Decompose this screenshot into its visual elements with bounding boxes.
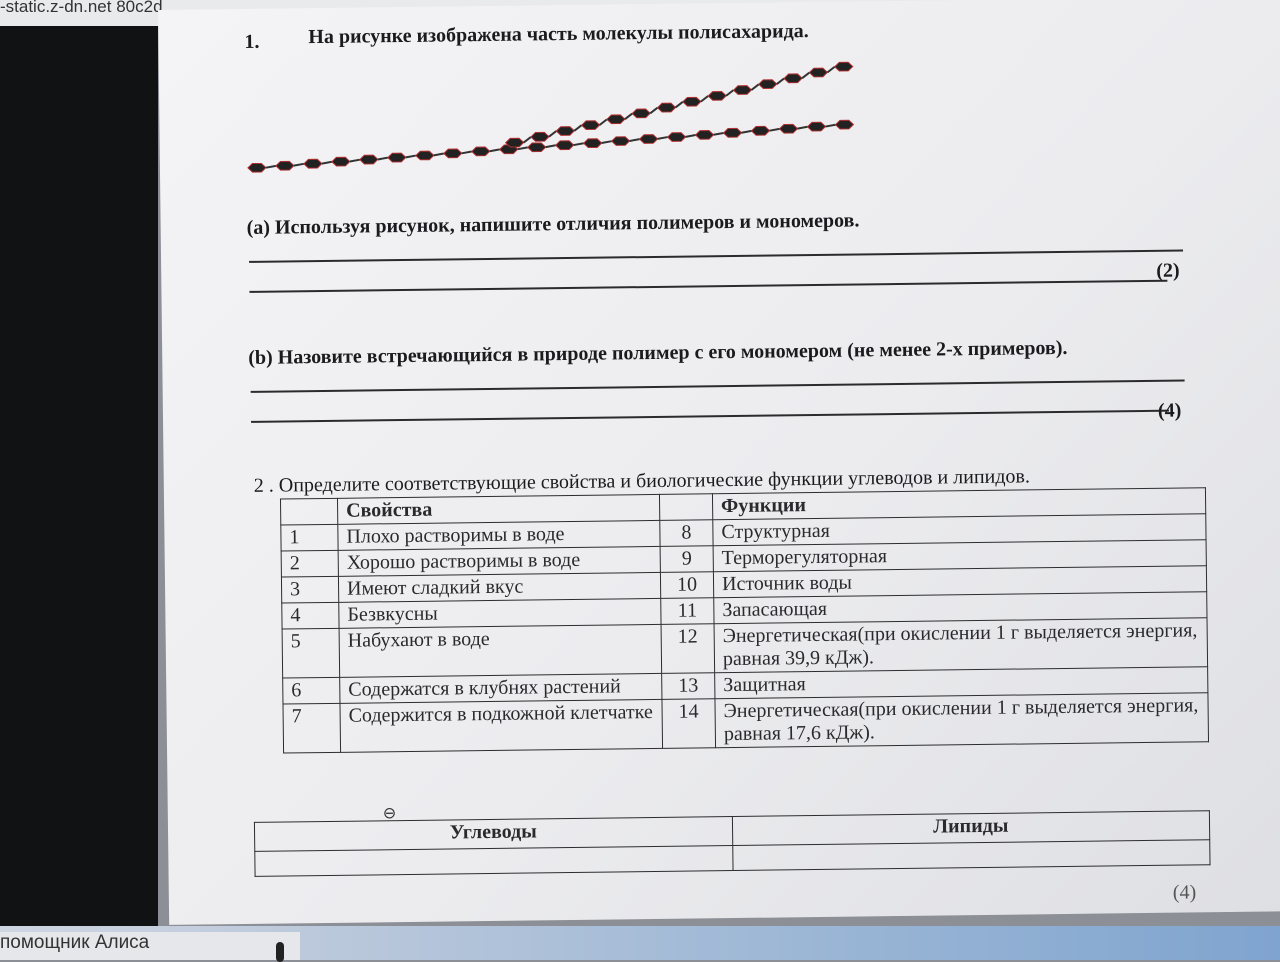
- left-dark-panel: [0, 26, 158, 926]
- glucose-unit: [248, 163, 266, 172]
- glucose-unit: [723, 128, 741, 137]
- assistant-label: помощник Алиса: [0, 932, 150, 953]
- property-text: Хорошо растворимы в воде: [338, 546, 660, 576]
- function-text: Энергетическая(при окислении 1 г выделяется энергия, равная 39,9 кДж).: [714, 618, 1208, 673]
- score-1b: (4): [1157, 399, 1182, 422]
- glucose-unit: [584, 139, 602, 148]
- property-number: 7: [283, 703, 341, 753]
- glucose-unit: [668, 133, 686, 142]
- function-number: 9: [660, 546, 713, 573]
- answer-line-1b-1[interactable]: [251, 379, 1185, 392]
- molecule-chain-lower: [247, 120, 853, 172]
- glycosidic-bond: [802, 73, 809, 79]
- glucose-unit: [612, 137, 630, 146]
- glycosidic-bond: [751, 84, 758, 90]
- assistant-search-box[interactable]: [0, 932, 300, 960]
- glucose-unit: [472, 147, 490, 156]
- glycosidic-bond: [546, 145, 556, 147]
- glucose-unit: [607, 115, 625, 124]
- glycosidic-bond: [827, 67, 834, 73]
- glycosidic-bond: [406, 156, 416, 158]
- function-text: Запасающая: [714, 592, 1207, 624]
- glycosidic-bond: [462, 151, 472, 153]
- answer-cell-lipids[interactable]: [732, 840, 1210, 871]
- glycosidic-bond: [378, 158, 388, 160]
- glycosidic-bond: [650, 108, 657, 114]
- glucose-unit: [528, 143, 546, 152]
- question-2-text: 2 . Определите соответствующие свойства и биологические функции углеводов и липидов.: [253, 465, 1031, 497]
- answer-line-1a-1[interactable]: [249, 249, 1183, 262]
- glycosidic-bond: [322, 162, 332, 164]
- table-row: [283, 693, 1209, 753]
- glycosidic-bond: [600, 119, 607, 125]
- function-text: Терморегуляторная: [713, 540, 1206, 572]
- property-number: 2: [281, 550, 338, 577]
- function-text: Источник воды: [713, 566, 1206, 598]
- taskbar: [0, 926, 1280, 960]
- glucose-unit: [444, 149, 462, 158]
- glycosidic-bond: [630, 139, 640, 141]
- glucose-unit: [657, 103, 675, 112]
- glucose-unit: [807, 122, 825, 131]
- function-number: 10: [660, 572, 713, 599]
- answer-table: [254, 810, 1211, 877]
- glycosidic-bond: [266, 166, 276, 168]
- glucose-unit: [556, 141, 574, 150]
- glycosidic-bond: [675, 102, 682, 108]
- function-number: 8: [660, 520, 713, 547]
- glucose-unit: [506, 138, 524, 147]
- glucose-unit: [388, 153, 406, 162]
- answer-line-1b-2[interactable]: [251, 410, 1169, 423]
- glucose-unit: [779, 124, 797, 133]
- glucose-unit: [733, 86, 751, 95]
- glucose-unit: [683, 97, 701, 106]
- glucose-unit: [556, 127, 574, 136]
- glycosidic-bond: [726, 90, 733, 96]
- glycosidic-bond: [574, 143, 584, 145]
- function-text: Защитная: [715, 667, 1208, 699]
- property-number: 1: [281, 524, 338, 551]
- property-text: Содержится в подкожной клетчатке: [340, 699, 663, 752]
- properties-functions-table: [280, 487, 1209, 753]
- glucose-unit: [809, 68, 827, 77]
- function-text: Энергетическая(при окислении 1 г выделяется энергия, равная 17,6 кДж).: [715, 693, 1209, 748]
- glycosidic-bond: [350, 160, 360, 162]
- property-text: Набухают в воде: [339, 624, 662, 677]
- glucose-unit: [531, 132, 549, 141]
- property-number: 4: [282, 602, 339, 629]
- answer-cell-carbohydrates[interactable]: [255, 846, 733, 877]
- glycosidic-bond: [701, 96, 708, 102]
- property-number: 6: [283, 677, 340, 704]
- glycosidic-bond: [602, 141, 612, 143]
- glucose-unit: [696, 130, 714, 139]
- glycosidic-bond: [825, 125, 835, 127]
- score-1a: (2): [1156, 259, 1180, 282]
- question-1-number: 1.: [244, 30, 260, 53]
- glycosidic-bond: [294, 164, 304, 166]
- glycosidic-bond: [769, 129, 779, 131]
- glucose-unit: [835, 62, 853, 71]
- glucose-unit: [304, 159, 322, 168]
- header-functions: Функции: [712, 488, 1205, 520]
- function-text: Структурная: [713, 514, 1206, 546]
- property-text: Имеют сладкий вкус: [338, 572, 660, 602]
- worksheet-page: [158, 0, 1280, 925]
- glucose-unit: [751, 126, 769, 135]
- property-text: Безвкусны: [339, 598, 661, 628]
- glycosidic-bond: [574, 125, 581, 131]
- function-number: 11: [661, 598, 714, 625]
- function-number: 14: [662, 699, 716, 749]
- property-number: 3: [281, 576, 338, 603]
- glucose-unit: [582, 121, 600, 130]
- glucose-unit: [416, 151, 434, 160]
- function-number: 13: [662, 673, 715, 700]
- glucose-unit: [784, 74, 802, 83]
- glycosidic-bond: [714, 133, 724, 135]
- glycosidic-bond: [742, 131, 752, 133]
- microphone-icon[interactable]: [276, 942, 284, 962]
- glucose-unit: [276, 161, 294, 170]
- header-properties: Свойства: [337, 494, 659, 524]
- question-1b-text: (b) Назовите встречающийся в природе полимер с его мономером (не менее 2-х примеров).: [248, 336, 1068, 369]
- glucose-unit: [759, 80, 777, 89]
- question-1a-text: (a) Используя рисунок, напишите отличия полимеров и мономеров.: [246, 209, 860, 239]
- glycosidic-bond: [777, 78, 784, 84]
- zoom-out-icon[interactable]: ⊖: [382, 803, 397, 823]
- header-lipids: Липиды: [732, 811, 1210, 846]
- glucose-unit: [360, 155, 378, 164]
- glycosidic-bond: [686, 135, 696, 137]
- glucose-unit: [708, 91, 726, 100]
- glycosidic-bond: [434, 154, 444, 156]
- glucose-unit: [632, 109, 650, 118]
- glucose-unit: [332, 157, 350, 166]
- glycosidic-bond: [549, 131, 556, 137]
- property-number: 5: [282, 628, 340, 678]
- glycosidic-bond: [658, 137, 668, 139]
- glycosidic-bond: [625, 114, 632, 120]
- glucose-unit: [640, 135, 658, 144]
- glycosidic-bond: [490, 149, 500, 151]
- property-text: Содержатся в клубнях растений: [340, 673, 662, 703]
- answer-line-1a-2[interactable]: [249, 280, 1167, 293]
- polysaccharide-molecule-image: [244, 56, 865, 184]
- function-number: 12: [661, 624, 715, 674]
- header-carbohydrates: Углеводы: [254, 817, 732, 852]
- score-2: (4): [1172, 881, 1197, 904]
- url-text: -static.z-dn.net 80c2d: [0, 0, 163, 16]
- glucose-unit: [835, 120, 853, 129]
- glycosidic-bond: [797, 127, 807, 129]
- glycosidic-bond: [518, 147, 528, 149]
- question-1-text: На рисунке изображена часть молекулы полисахарида.: [308, 20, 809, 49]
- property-text: Плохо растворимы в воде: [338, 520, 660, 550]
- glycosidic-bond: [524, 137, 531, 143]
